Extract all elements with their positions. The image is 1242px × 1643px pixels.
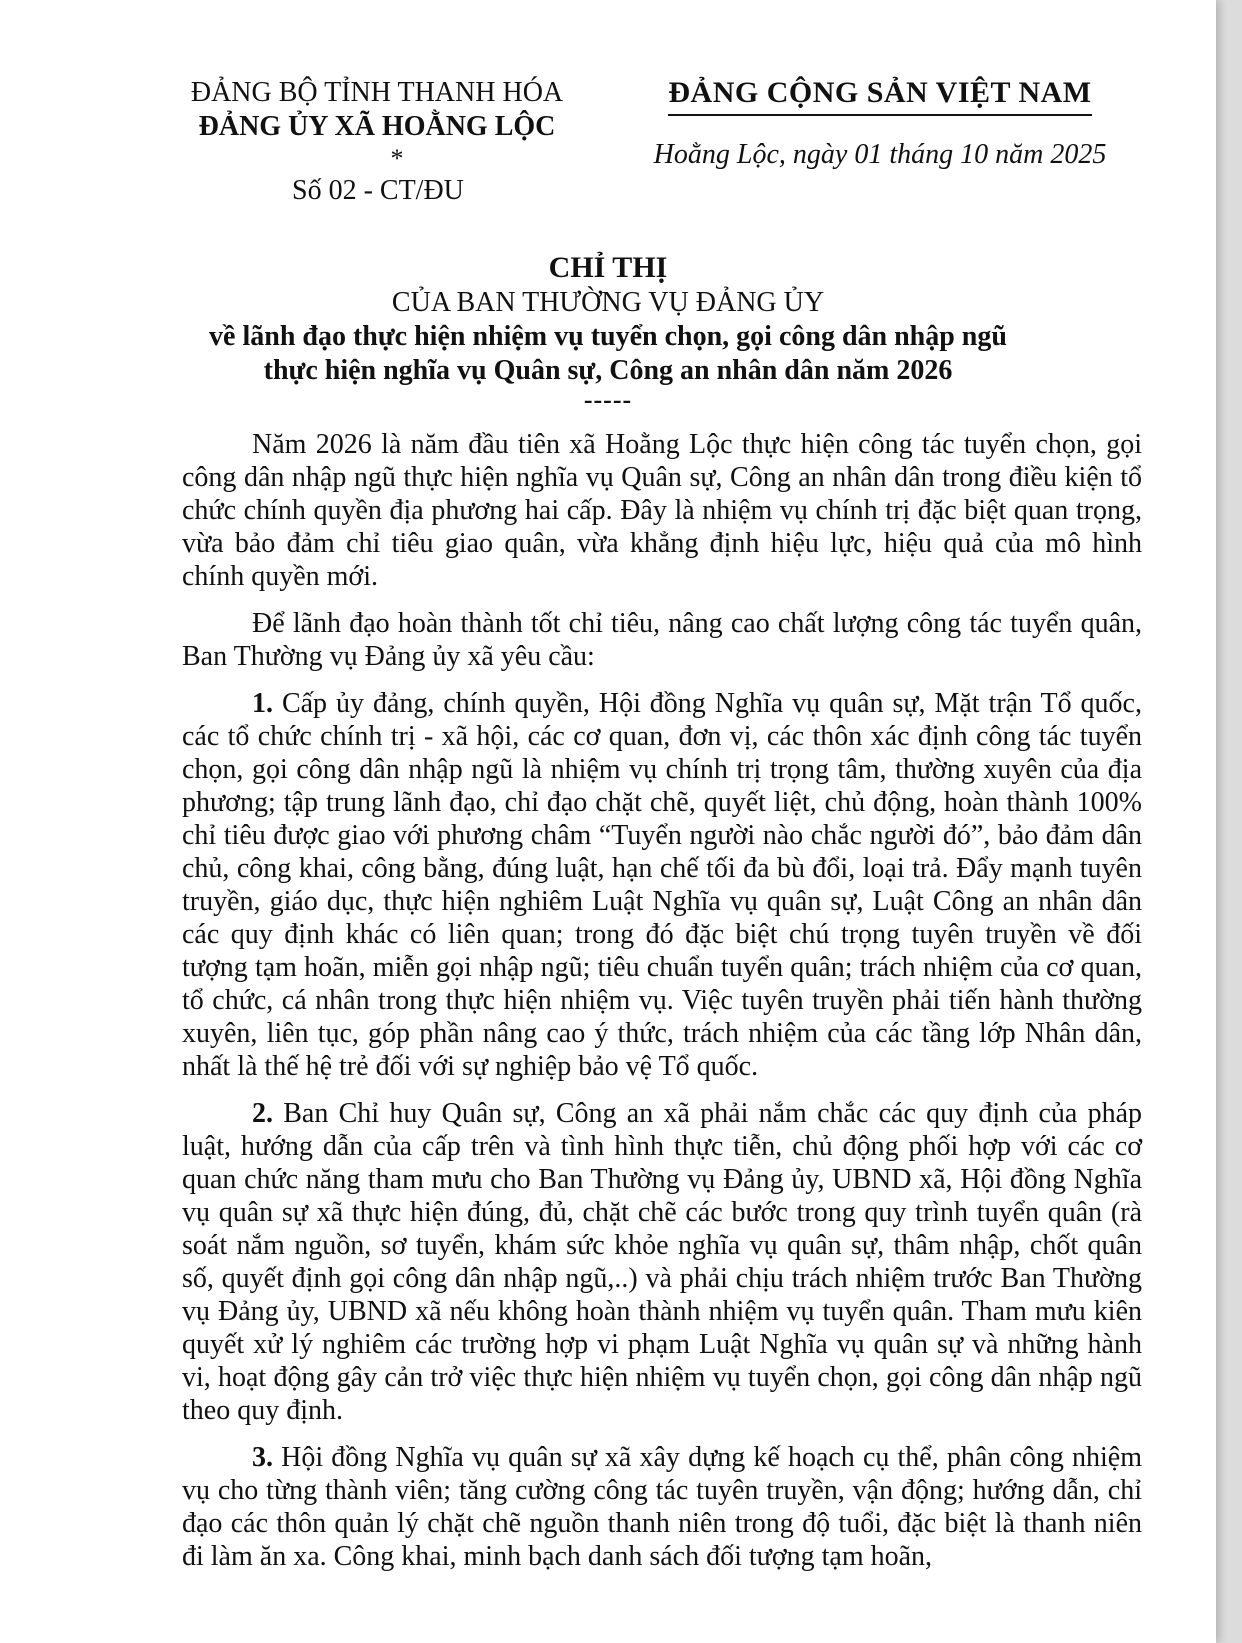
document-body	[182, 428, 1142, 1587]
document-header	[0, 0, 1216, 230]
document-title	[0, 250, 1216, 412]
document-number: Số 02 - CT/ĐU	[292, 175, 464, 206]
commune-party-committee: ĐẢNG ỦY XÃ HOẰNG LỘC	[198, 111, 556, 142]
request-paragraph: Để lãnh đạo hoàn thành tốt chỉ tiêu, nâng cao chất lượng công tác tuyển quân, Ban Thường vụ Đảng ủy xã yêu cầu:	[182, 608, 1142, 672]
title-subject-line-1: về lãnh đạo thực hiện nhiệm vụ tuyển chọn, gọi công dân nhập ngũ	[209, 321, 1007, 352]
party-name: ĐẢNG CỘNG SẢN VIỆT NAM	[668, 76, 1091, 116]
title-separator: -----	[583, 385, 633, 414]
directive-item-3	[182, 1441, 1142, 1573]
item-number: 3.	[252, 1442, 273, 1473]
item-number: 2.	[252, 1098, 273, 1129]
issuing-body	[182, 76, 572, 208]
title-issuer: CỦA BAN THƯỜNG VỤ ĐẢNG ỦY	[391, 287, 825, 318]
item-text: Hội đồng Nghĩa vụ quân sự xã xây dựng kế hoạch cụ thể, phân công nhiệm vụ cho từng thành viên; tăng cường công tác tuyên truyền, vận động; hướng dẫn, chỉ đạo các thôn quản lý chặt chẽ nguồn thanh niên trong độ tuổi, đặc biệt là thanh niên đi làm ăn xa. Công khai, minh bạch danh sách đối tượng tạm hoãn,	[182, 1442, 1142, 1572]
directive-item-1	[182, 687, 1142, 1083]
item-text: Ban Chỉ huy Quân sự, Công an xã phải nắm chắc các quy định của pháp luật, hướng dẫn của cấp trên và tình hình thực tiễn, chủ động phối hợp với các cơ quan chức năng tham mưu cho Ban Thường vụ Đảng ủy, UBND xã, Hội đồng Nghĩa vụ quân sự xã thực hiện đúng, đủ, chặt chẽ các bước trong quy trình tuyển quân (rà soát nắm nguồn, sơ tuyển, khám sức khỏe nghĩa vụ quân sự, thâm nhập, chốt quân số, quyết định gọi công dân nhập ngũ,..) và phải chịu trách nhiệm trước Ban Thường vụ Đảng ủy, UBND xã nếu không hoàn thành nhiệm vụ tuyển quân. Tham mưu kiên quyết xử lý nghiêm các trường hợp vi phạm Luật Nghĩa vụ quân sự và những hành vi, hoạt động gây cản trở việc thực hiện nhiệm vụ tuyển chọn, gọi công dân nhập ngũ theo quy định.	[182, 1098, 1142, 1426]
title-subject-line-2: thực hiện nghĩa vụ Quân sự, Công an nhân dân năm 2026	[263, 355, 953, 386]
issue-date: Hoằng Lộc, ngày 01 tháng 10 năm 2025	[653, 139, 1107, 170]
national-party-block	[640, 76, 1120, 172]
separator-star: *	[390, 144, 404, 173]
parent-party-committee: ĐẢNG BỘ TỈNH THANH HÓA	[190, 77, 564, 108]
directive-item-2	[182, 1097, 1142, 1427]
intro-paragraph: Năm 2026 là năm đầu tiên xã Hoằng Lộc thực hiện công tác tuyển chọn, gọi công dân nhập ngũ thực hiện nghĩa vụ Quân sự, Công an nhân dân trong điều kiện tổ chức chính quyền địa phương hai cấp. Đây là nhiệm vụ chính trị đặc biệt quan trọng, vừa bảo đảm chỉ tiêu giao quân, vừa khẳng định hiệu lực, hiệu quả của mô hình chính quyền mới.	[182, 429, 1142, 592]
item-text: Cấp ủy đảng, chính quyền, Hội đồng Nghĩa vụ quân sự, Mặt trận Tổ quốc, các tổ chức chính trị - xã hội, các cơ quan, đơn vị, các thôn xác định công tác tuyển chọn, gọi công dân nhập ngũ là nhiệm vụ chính trị trọng tâm, thường xuyên của địa phương; tập trung lãnh đạo, chỉ đạo chặt chẽ, quyết liệt, chủ động, hoàn thành 100% chỉ tiêu được giao với phương châm “Tuyển người nào chắc người đó”, bảo đảm dân chủ, công khai, công bằng, đúng luật, hạn chế tối đa bù đổi, loại trả. Đẩy mạnh tuyên truyền, giáo dục, thực hiện nghiêm Luật Nghĩa vụ quân sự, Luật Công an nhân dân các quy định khác có liên quan; trong đó đặc biệt chú trọng tuyên truyền về đối tượng tạm hoãn, miễn gọi nhập ngũ; tiêu chuẩn tuyển quân; trách nhiệm của cơ quan, tổ chức, cá nhân trong thực hiện nhiệm vụ. Việc tuyên truyền phải tiến hành thường xuyên, liên tục, góp phần nâng cao ý thức, trách nhiệm của các tầng lớp Nhân dân, nhất là thế hệ trẻ đối với sự nghiệp bảo vệ Tổ quốc.	[182, 688, 1142, 1082]
item-number: 1.	[252, 688, 273, 719]
title-main: CHỈ THỊ	[548, 251, 668, 284]
